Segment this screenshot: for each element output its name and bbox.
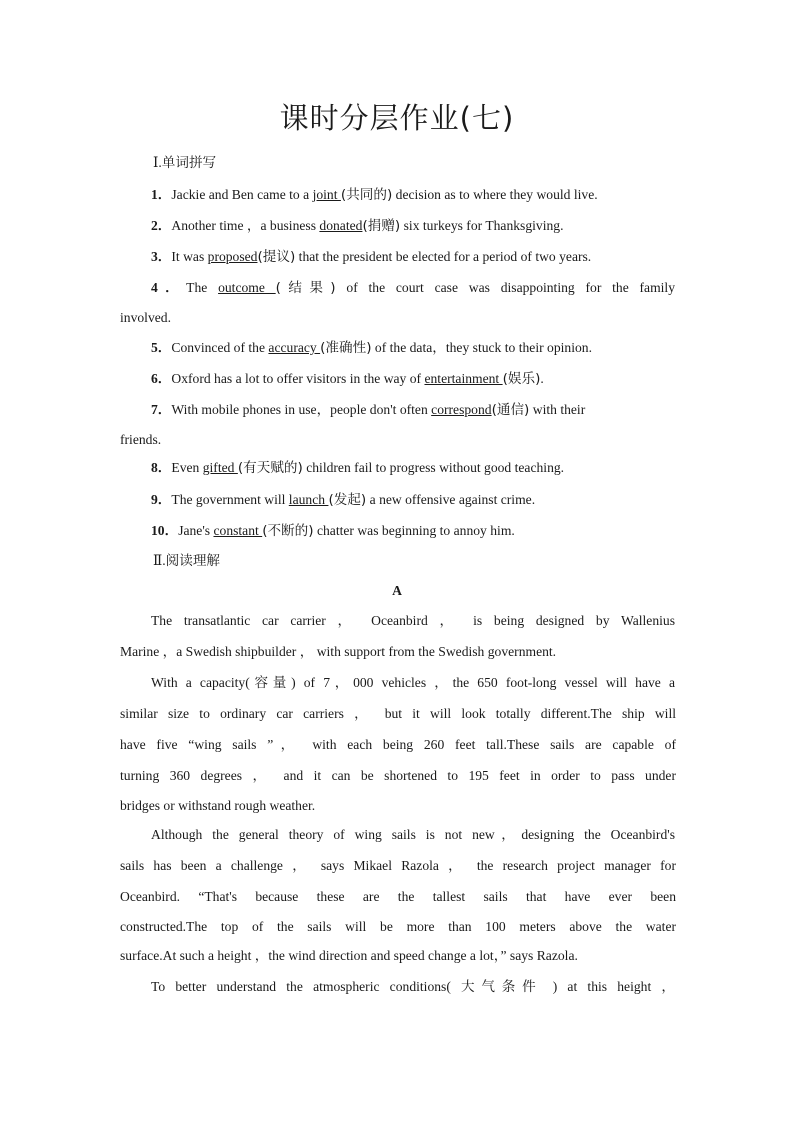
- item-number: 6．: [151, 371, 172, 386]
- answer-word: proposed: [207, 249, 258, 264]
- passage-line: surface.At such a height ，the wind direction and speed change a lot，” says Razola.: [120, 948, 578, 963]
- exercise-item-7: 7．With mobile phones in use，people don't often correspond(通信) with their: [151, 402, 586, 418]
- answer-word: accuracy: [268, 340, 321, 355]
- exercise-item-4-continued: involved.: [120, 310, 171, 325]
- passage-line: Oceanbird. “That's because these are the tallest sails that have ever been: [120, 889, 676, 904]
- answer-word: correspond: [431, 402, 492, 417]
- exercise-item-4: 4．The outcome (结果) of the court case was disappointing for the family: [151, 280, 675, 296]
- answer-word: outcome: [218, 280, 276, 295]
- item-number: 4．: [151, 280, 187, 295]
- section-heading-spelling: Ⅰ.单词拼写: [153, 155, 217, 170]
- exercise-item-9: 9．The government will launch (发起) a new offensive against crime.: [151, 492, 536, 508]
- item-number: 9．: [151, 492, 172, 507]
- hint: (通信): [491, 402, 530, 418]
- exercise-item-5: 5．Convinced of the accuracy (准确性) of the data，they stuck to their opinion.: [151, 340, 592, 356]
- hint: (发起): [328, 492, 367, 508]
- hint: (准确性): [320, 340, 372, 356]
- answer-word: gifted: [202, 460, 238, 475]
- item-number: 8．: [151, 460, 172, 475]
- passage-line: Although the general theory of wing sails is not new，designing the Oceanbird's: [151, 827, 675, 842]
- hint: (娱乐): [502, 371, 541, 387]
- passage-line: have five “wing sails ”， with each being 260 feet tall.These sails are capable of: [120, 737, 676, 752]
- passage-label: A: [392, 583, 402, 598]
- exercise-item-7-continued: friends.: [120, 432, 162, 447]
- hint: (共同的): [340, 187, 393, 203]
- item-number: 7．: [151, 402, 172, 417]
- exercise-item-1: 1．Jackie and Ben came to a joint (共同的) decision as to where they would live.: [151, 187, 598, 203]
- item-number: 2．: [151, 218, 172, 233]
- passage-line: Marine ，a Swedish shipbuilder ， with support from the Swedish government.: [120, 644, 557, 659]
- hint: (不断的): [262, 523, 314, 539]
- answer-word: constant: [213, 523, 263, 538]
- passage-line: similar size to ordinary car carriers ， but it will look totally different.The ship will: [120, 706, 676, 721]
- answer-word: donated: [319, 218, 363, 233]
- passage-line: sails has been a challenge ， says Mikael Razola ， the research project manager for: [120, 858, 676, 873]
- item-number: 10．: [151, 523, 179, 538]
- passage-line: turning 360 degrees ， and it can be shortened to 195 feet in order to pass under: [120, 768, 676, 783]
- section-heading-reading: Ⅱ.阅读理解: [153, 553, 221, 568]
- hint: (有天赋的): [237, 460, 303, 476]
- answer-word: entertainment: [424, 371, 503, 386]
- passage-line: With a capacity(容量) of 7，000 vehicles ，the 650 foot-long vessel will have a: [151, 675, 675, 690]
- passage-line: constructed.The top of the sails will be more than 100 meters above the water: [120, 919, 676, 934]
- hint: (结果): [275, 280, 336, 296]
- item-number: 1．: [151, 187, 172, 202]
- answer-word: joint: [312, 187, 341, 202]
- passage-line: To better understand the atmospheric conditions( 大气条件 ) at this height ，: [151, 979, 675, 994]
- exercise-item-3: 3．It was proposed(提议) that the president be elected for a period of two years.: [151, 249, 592, 265]
- exercise-item-6: 6．Oxford has a lot to offer visitors in the way of entertainment (娱乐).: [151, 371, 544, 387]
- page-title: 课时分层作业(七): [279, 101, 515, 135]
- hint: (捐赠): [362, 218, 401, 234]
- exercise-item-8: 8．Even gifted (有天赋的) children fail to progress without good teaching.: [151, 460, 565, 476]
- item-number: 3．: [151, 249, 172, 264]
- exercise-item-10: 10．Jane's constant (不断的) chatter was beginning to annoy him.: [151, 523, 515, 539]
- passage-line: The transatlantic car carrier ， Oceanbird ， is being designed by Wallenius: [151, 613, 675, 628]
- item-number: 5．: [151, 340, 172, 355]
- hint: (提议): [257, 249, 296, 265]
- exercise-item-2: 2．Another time ，a business donated(捐赠) six turkeys for Thanksgiving.: [151, 218, 564, 234]
- answer-word: launch: [288, 492, 329, 507]
- passage-line: bridges or withstand rough weather.: [120, 798, 316, 813]
